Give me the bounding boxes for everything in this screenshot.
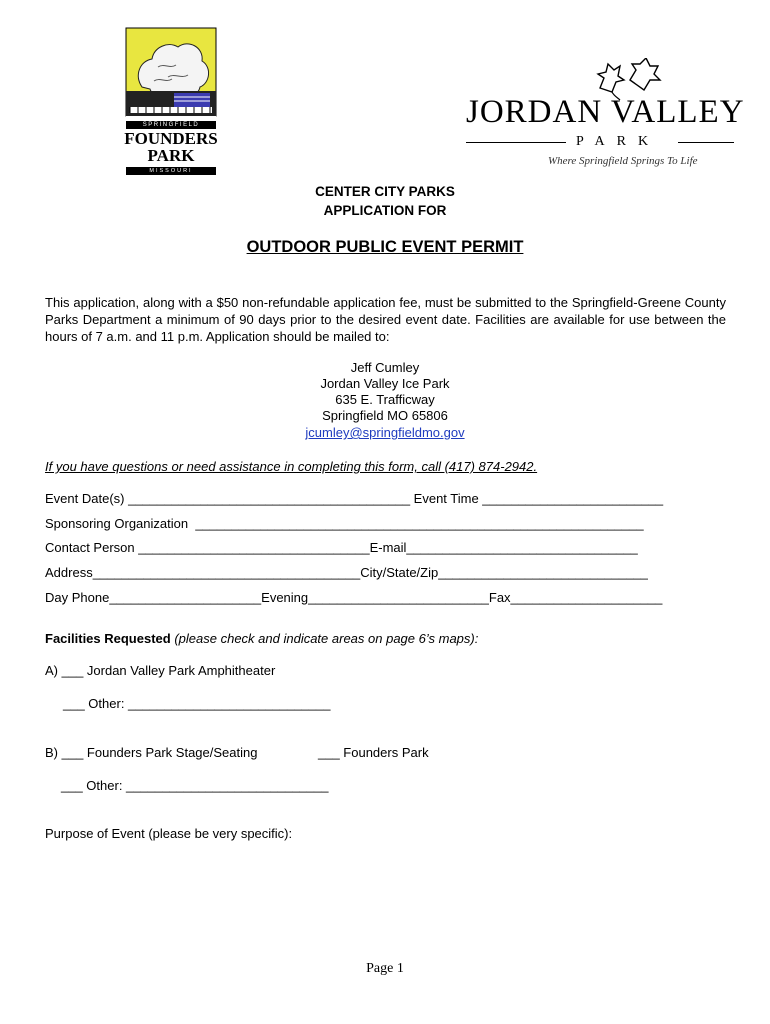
email-link[interactable]: jcumley@springfieldmo.gov xyxy=(305,425,465,440)
header-line1: CENTER CITY PARKS xyxy=(315,184,455,199)
contact-field[interactable]: Contact Person ________________________________E-mail________________________________ xyxy=(45,540,638,555)
intro-paragraph: This application, along with a $50 non-refundable application fee, must be submitted to the Springfield-Greene County Parks Department a minimum of 90 days prior to the desired event date. Facilities are available for use between the hours of 7 a.m. and 11 p.m. Application should be mailed to: xyxy=(45,295,726,344)
fp-bottom-band: MISSOURI xyxy=(126,167,216,175)
mail-org: Jordan Valley Ice Park xyxy=(320,376,450,391)
facilities-heading xyxy=(45,631,478,646)
phone-field[interactable]: Day Phone_____________________Evening_________________________Fax_____________________ xyxy=(45,590,663,605)
option-a-other[interactable]: ___ Other: ____________________________ xyxy=(63,696,331,711)
fp-top-band: SPRINGFIELD xyxy=(126,121,216,129)
facilities-label: Facilities Requested xyxy=(45,631,171,646)
fp-name-line1: FOUNDERS xyxy=(124,129,218,148)
page-number: Page 1 xyxy=(366,961,404,976)
option-b[interactable]: B) ___ Founders Park Stage/Seating xyxy=(45,745,258,760)
mail-name: Jeff Cumley xyxy=(350,360,420,375)
sponsor-field[interactable]: Sponsoring Organization ______________________________________________________________ xyxy=(45,516,644,531)
facilities-note: (please check and indicate areas on page 6’s maps): xyxy=(174,631,479,646)
jv-rule-right xyxy=(678,142,734,143)
option-b-other[interactable]: ___ Other: ____________________________ xyxy=(61,778,329,793)
jv-title: JORDAN VALLEY xyxy=(466,94,745,130)
jv-rule-left xyxy=(466,142,566,143)
jordan-valley-logo xyxy=(466,58,745,176)
jv-tagline: Where Springfield Springs To Life xyxy=(548,155,698,167)
option-a[interactable]: A) ___ Jordan Valley Park Amphitheater xyxy=(45,663,276,678)
founders-park-logo xyxy=(124,27,218,177)
fp-name-line2: PARK xyxy=(147,146,195,165)
address-field[interactable]: Address_____________________________________City/State/Zip_____________________________ xyxy=(45,565,648,580)
help-line: If you have questions or need assistance in completing this form, call (417) 874-2942. xyxy=(45,459,538,474)
mail-street: 635 E. Trafficway xyxy=(335,392,435,407)
option-b-founders-park[interactable]: ___ Founders Park xyxy=(318,745,429,760)
mail-city: Springfield MO 65806 xyxy=(322,408,448,423)
header-line2: APPLICATION FOR xyxy=(323,203,447,218)
page-title: OUTDOOR PUBLIC EVENT PERMIT xyxy=(246,238,524,256)
jv-park: PARK xyxy=(576,134,661,149)
event-dates-field[interactable]: Event Date(s) _______________________________________ Event Time _________________________ xyxy=(45,491,664,506)
purpose-label: Purpose of Event (please be very specific): xyxy=(45,826,293,841)
